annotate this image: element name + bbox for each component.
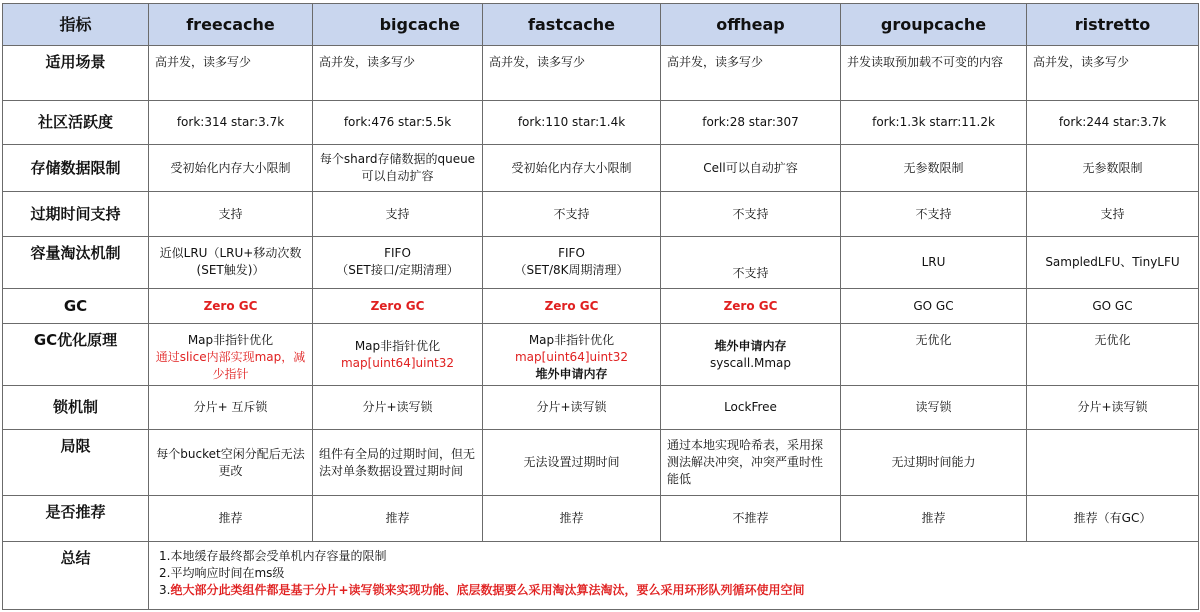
summary-line-3-text: 绝大部分此类组件都是基于分片+读写锁来实现功能、底层数据要么采用淘汰算法淘汰，要么采用环形队列循环使用空间 [170,583,805,597]
cell-expire-freecache: 支持 [149,192,313,237]
cell-gc-groupcache: GO GC [841,289,1027,324]
cell-community-bigcache: fork:476 star:5.5k [313,101,483,145]
cell-lock-freecache: 分片+ 互斥锁 [149,386,313,430]
cell-storage-groupcache: 无参数限制 [841,145,1027,192]
cell-community-freecache: fork:314 star:3.7k [149,101,313,145]
cell-gcopt-offheap-line2: syscall.Mmap [709,356,792,370]
cell-community-ristretto: fork:244 star:3.7k [1027,101,1199,145]
cell-community-offheap: fork:28 star:307 [661,101,841,145]
row-label-storage-limit: 存储数据限制 [3,145,149,192]
header-groupcache: groupcache [841,4,1027,46]
row-label-expire: 过期时间支持 [3,192,149,237]
row-summary [3,542,1199,610]
cell-limits-fastcache: 无法设置过期时间 [483,430,661,496]
cell-limits-ristretto [1027,430,1199,496]
header-ristretto: ristretto [1027,4,1199,46]
cell-gc-ristretto: GO GC [1027,289,1199,324]
cell-scenario-offheap: 高并发，读多写少 [661,46,841,101]
cell-gcopt-offheap [661,324,841,386]
cell-storage-freecache: 受初始化内存大小限制 [149,145,313,192]
cell-recommend-groupcache: 推荐 [841,496,1027,542]
cell-lock-ristretto: 分片+读写锁 [1027,386,1199,430]
cell-eviction-bigcache-line2: （SET接口/定期清理） [336,263,459,277]
cell-storage-bigcache: 每个shard存储数据的queue可以自动扩容 [313,145,483,192]
header-freecache: freecache [149,4,313,46]
header-metric: 指标 [3,4,149,46]
cell-eviction-fastcache [483,237,661,289]
cell-scenario-fastcache: 高并发，读多写少 [483,46,661,101]
cell-expire-offheap: 不支持 [661,192,841,237]
row-lock [3,386,1199,430]
cell-eviction-freecache: 近似LRU（LRU+移动次数(SET触发)） [149,237,313,289]
cell-gcopt-fastcache-line3: 堆外申请内存 [535,367,608,381]
cell-recommend-bigcache: 推荐 [313,496,483,542]
row-scenario [3,46,1199,101]
row-label-gc-opt: GC优化原理 [3,324,149,386]
row-recommend [3,496,1199,542]
cell-lock-groupcache: 读写锁 [841,386,1027,430]
cell-lock-fastcache: 分片+读写锁 [483,386,661,430]
cell-recommend-ristretto: 推荐（有GC） [1027,496,1199,542]
row-limits [3,430,1199,496]
cell-community-fastcache: fork:110 star:1.4k [483,101,661,145]
row-gc-opt [3,324,1199,386]
cell-eviction-bigcache-line1: FIFO [384,246,411,260]
cell-gc-fastcache: Zero GC [483,289,661,324]
summary-cell [149,542,1199,610]
cell-recommend-offheap: 不推荐 [661,496,841,542]
row-gc [3,289,1199,324]
row-expire [3,192,1199,237]
cell-gcopt-freecache [149,324,313,386]
cell-gcopt-offheap-line1: 堆外申请内存 [714,339,787,353]
header-fastcache: fastcache [483,4,661,46]
cell-gcopt-bigcache-line1: Map非指针优化 [354,339,441,353]
cell-eviction-fastcache-line2: （SET/8K周期清理） [514,263,629,277]
row-label-gc: GC [3,289,149,324]
row-label-eviction: 容量淘汰机制 [3,237,149,289]
cell-expire-ristretto: 支持 [1027,192,1199,237]
row-community [3,101,1199,145]
summary-line-2: 2.平均响应时间在ms级 [159,566,285,580]
cell-gcopt-fastcache-line2: map[uint64]uint32 [514,350,629,364]
cell-community-groupcache: fork:1.3k starr:11.2k [841,101,1027,145]
cell-scenario-bigcache: 高并发，读多写少 [313,46,483,101]
cell-eviction-offheap: 不支持 [661,237,841,289]
header-row [3,4,1199,46]
cell-limits-offheap: 通过本地实现哈希表，采用探测法解决冲突，冲突严重时性能低 [661,430,841,496]
cell-gc-offheap: Zero GC [661,289,841,324]
cell-lock-bigcache: 分片+读写锁 [313,386,483,430]
row-label-scenario: 适用场景 [3,46,149,101]
cell-gcopt-ristretto: 无优化 [1027,324,1199,386]
cell-eviction-ristretto: SampledLFU、TinyLFU [1027,237,1199,289]
cell-limits-groupcache: 无过期时间能力 [841,430,1027,496]
cell-expire-groupcache: 不支持 [841,192,1027,237]
cell-expire-fastcache: 不支持 [483,192,661,237]
row-storage-limit [3,145,1199,192]
row-label-summary: 总结 [3,542,149,610]
cell-storage-offheap: Cell可以自动扩容 [661,145,841,192]
cell-limits-bigcache: 组件有全局的过期时间，但无法对单条数据设置过期时间 [313,430,483,496]
cell-scenario-groupcache: 并发读取预加载不可变的内容 [841,46,1027,101]
summary-line-3 [159,582,1192,599]
cell-gcopt-freecache-line1: Map非指针优化 [187,333,274,347]
cell-gcopt-fastcache-line1: Map非指针优化 [528,333,615,347]
header-bigcache: bigcache [313,4,483,46]
cell-gcopt-bigcache [313,324,483,386]
cell-storage-fastcache: 受初始化内存大小限制 [483,145,661,192]
cell-gcopt-freecache-line2: 通过slice内部实现map，减少指针 [155,350,306,381]
cell-scenario-freecache: 高并发，读多写少 [149,46,313,101]
cell-scenario-ristretto: 高并发，读多写少 [1027,46,1199,101]
cell-gcopt-groupcache: 无优化 [841,324,1027,386]
cell-lock-offheap: LockFree [661,386,841,430]
cell-eviction-fastcache-line1: FIFO [558,246,585,260]
cell-recommend-fastcache: 推荐 [483,496,661,542]
cell-gcopt-bigcache-line2: map[uint64]uint32 [340,356,455,370]
cell-eviction-bigcache [313,237,483,289]
cell-gcopt-fastcache [483,324,661,386]
cell-recommend-freecache: 推荐 [149,496,313,542]
row-label-recommend: 是否推荐 [3,496,149,542]
cell-storage-ristretto: 无参数限制 [1027,145,1199,192]
row-label-limits: 局限 [3,430,149,496]
summary-line-3-prefix: 3. [159,583,171,597]
row-label-lock: 锁机制 [3,386,149,430]
header-offheap: offheap [661,4,841,46]
summary-line-1: 1.本地缓存最终都会受单机内存容量的限制 [159,549,387,563]
cell-limits-freecache: 每个bucket空闲分配后无法更改 [149,430,313,496]
cell-eviction-groupcache: LRU [841,237,1027,289]
comparison-table [2,3,1199,610]
cell-expire-bigcache: 支持 [313,192,483,237]
cell-gc-bigcache: Zero GC [313,289,483,324]
row-eviction [3,237,1199,289]
cell-gc-freecache: Zero GC [149,289,313,324]
row-label-community: 社区活跃度 [3,101,149,145]
